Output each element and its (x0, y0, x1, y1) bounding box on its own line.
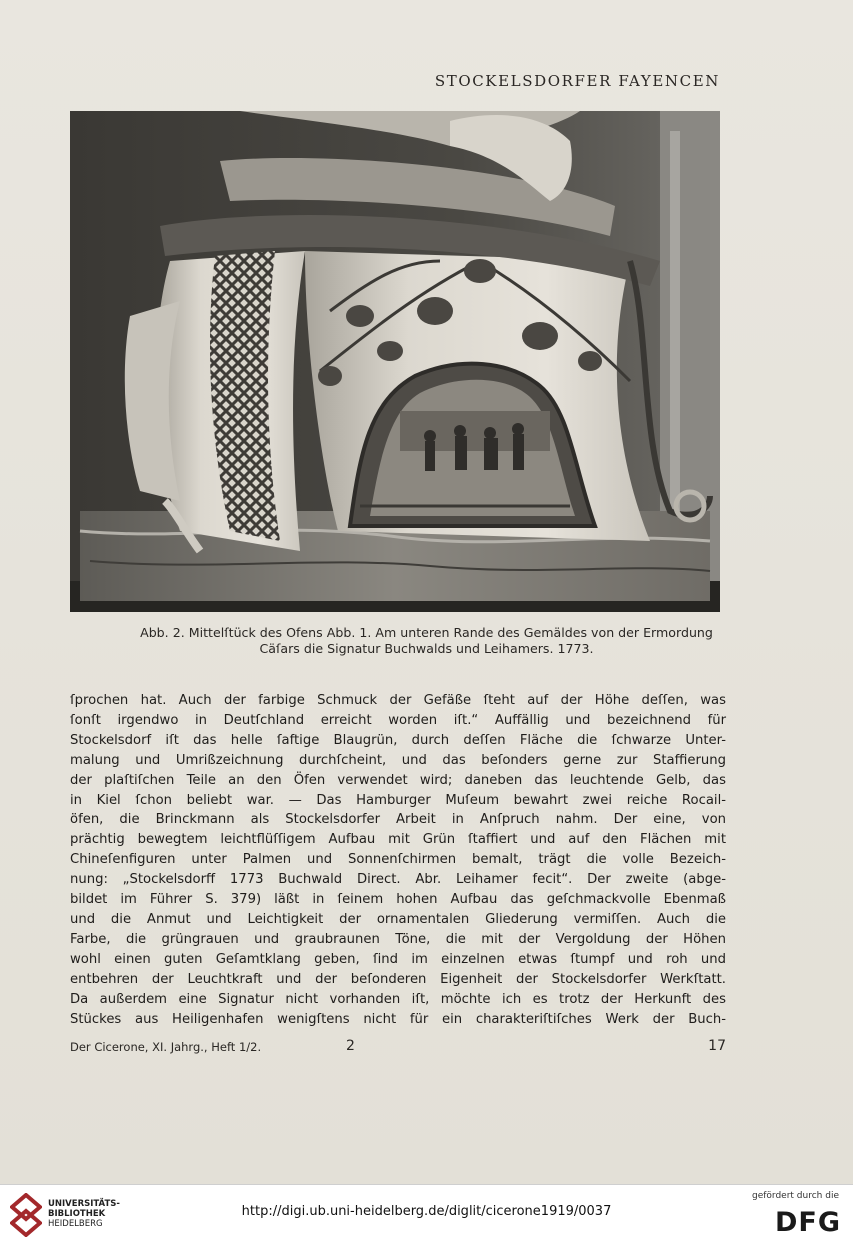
text-line: nung: „Stockelsdorff 1773 Buchwald Direct. Abr. Leihamer fecit“. Der zweite (abge- (70, 872, 726, 888)
text-line: Farbe, die grüngrauen und graubraunen Töne, die mit der Vergoldung der Höhen (70, 931, 726, 947)
library-name-line: HEIDELBERG (48, 1219, 103, 1229)
text-line: ſprochen hat. Auch der farbige Schmuck der Gefäße ſteht auf der Höhe deſſen, was (70, 693, 726, 708)
page-footer (70, 1038, 726, 1056)
journal-citation: Der Cicerone, XI. Jahrg., Heft 1/2. (70, 1040, 262, 1054)
text-line: Stückes aus Heiligenhafen wenigſtens nicht für ein charakteriſtiſches Werk der Buch- (70, 1011, 726, 1027)
permalink-url[interactable]: http://digi.ub.uni-heidelberg.de/diglit/cicerone1919/0037 (241, 1204, 612, 1219)
text-line: Da außerdem eine Signatur nicht vorhanden iſt, möchte ich es trotz der Herkunft des (70, 991, 726, 1007)
dfg-logo: DFG (774, 1207, 841, 1238)
text-line: wohl einen guten Geſamtklang geben, ſind im einzelnen etwas ſtumpf und roh und (70, 951, 726, 967)
text-line: Stockelsdorf iſt das helle ſaftige Blaugrün, durch deſſen Fläche die ſchwarze Unter- (70, 732, 726, 748)
running-head (0, 72, 720, 90)
stove-photo-illustration (70, 111, 720, 612)
signature-mark: 2 (346, 1038, 355, 1054)
figure-caption (60, 625, 793, 657)
text-line: Chineſenfiguren unter Palmen und Sonnenſchirmen bemalt, trägt die volle Bezeich- (70, 852, 726, 868)
caption-line: Cäſars die Signatur Buchwalds und Leihamers. 1773. (259, 641, 594, 656)
text-line: und die Anmut und Leichtigkeit der ornamentalen Gliederung vermiſſen. Auch die (70, 911, 726, 927)
caption-line: Abb. 2. Mittelſtück des Ofens Abb. 1. Am unteren Rande des Gemäldes von der Ermordung (140, 625, 713, 640)
digitization-footer (0, 1184, 853, 1246)
page-number: 17 (708, 1038, 726, 1054)
text-line: bildet im Führer S. 379) läßt in ſeinem hohen Aufbau das geſchmackvolle Ebenmaß (70, 892, 726, 908)
body-text (70, 691, 726, 1029)
text-line: ſonſt irgendwo in Deutſchland erreicht worden iſt.“ Auffällig und bezeichnend für (70, 712, 726, 728)
text-line: entbehren der Leuchtkraft und der beſonderen Eigenheit der Stockelsdorfer Werkſtatt. (70, 971, 726, 987)
text-line: der plaſtiſchen Teile an den Öfen verwendet wird; daneben das leuchtende Gelb, das (70, 772, 726, 788)
text-line: öfen, die Brinckmann als Stockelsdorfer Arbeit in Anſpruch nahm. Der eine, von (70, 812, 726, 828)
library-name-line: BIBLIOTHEK (48, 1209, 106, 1219)
text-line: in Kiel ſchon beliebt war. — Das Hamburger Muſeum bewahrt zwei reiche Rocail- (70, 792, 726, 808)
library-name-line: UNIVERSITÄTS- (48, 1199, 120, 1209)
running-head-text: STOCKELSDORFER FAYENCEN (434, 72, 720, 90)
figure-photograph (70, 111, 720, 612)
text-line: malung und Umrißzeichnung durchſcheint, und das beſonders gerne zur Staffierung (70, 752, 726, 768)
text-line: prächtig bewegtem leichtflüſſigem Aufbau mit Grün ſtaffiert und auf den Flächen mit (70, 832, 726, 848)
funding-label: gefördert durch die (752, 1191, 839, 1201)
